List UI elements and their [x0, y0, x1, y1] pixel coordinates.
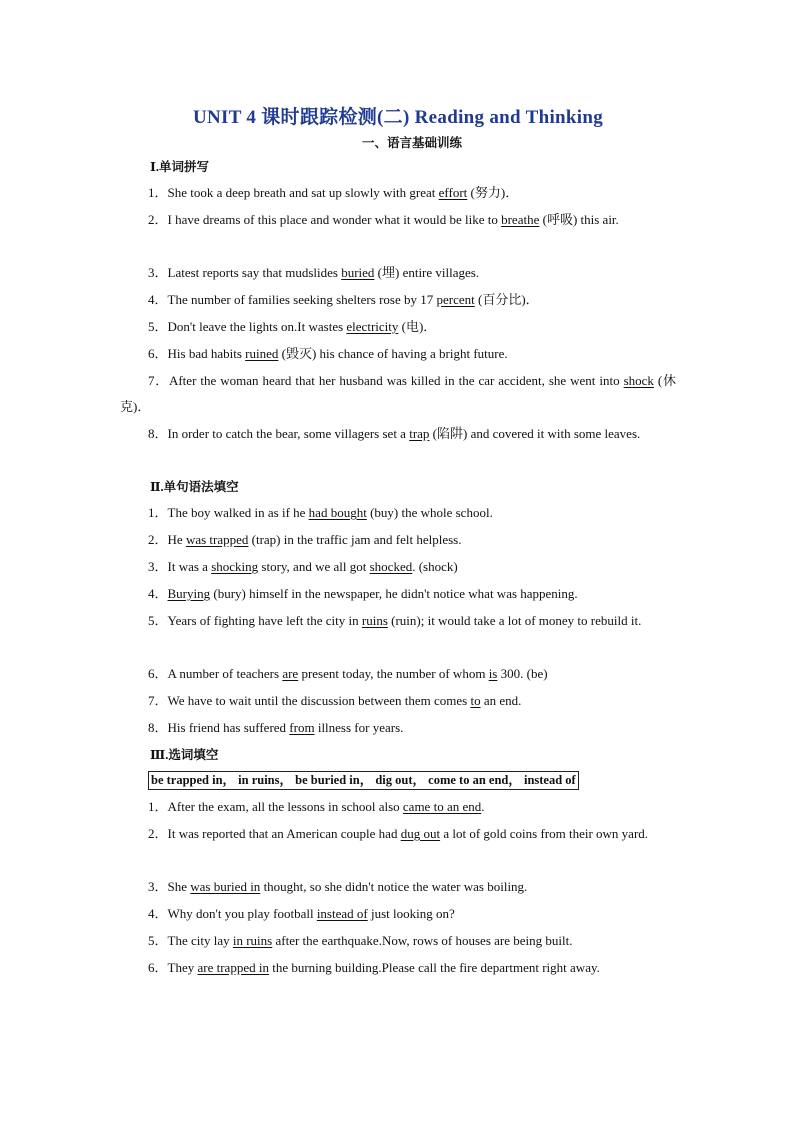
section-heading-word-choice: Ⅲ.选词填空 — [150, 748, 219, 762]
answer-blank: in ruins — [232, 933, 273, 948]
answer-blank: shocked — [369, 559, 413, 574]
answer-blank: are — [282, 666, 299, 681]
section-heading-spelling: Ⅰ.单词拼写 — [150, 160, 209, 174]
answer-blank: was buried in — [190, 879, 261, 894]
answer-blank: is — [488, 666, 498, 681]
question-item: 5．Don't leave the lights on.It wastes electricity (电)． — [148, 319, 437, 334]
question-item: 7．After the woman heard that her husband was killed in the car accident, she went into shock (休克)． — [120, 373, 676, 414]
answer-blank: instead of — [316, 906, 368, 921]
question-item: 3．She was buried in thought, so she didn't notice the water was boiling. — [148, 879, 528, 894]
answer-blank: shocking — [211, 559, 259, 574]
answer-blank: came to an end — [402, 799, 482, 814]
question-item: 2．I have dreams of this place and wonder what it would be like to breathe (呼吸) this air. — [148, 212, 619, 227]
question-item: 6．A number of teachers are present today, the number of whom is 300. (be) — [148, 666, 548, 681]
section-part-title: 一、语言基础训练 — [361, 136, 462, 150]
question-item: 8．In order to catch the bear, some villagers set a trap (陷阱) and covered it with some leaves. — [148, 426, 641, 441]
page-title: UNIT 4 课时跟踪检测(二) Reading and Thinking — [192, 107, 604, 128]
answer-blank: was trapped — [185, 532, 249, 547]
question-item: 2．It was reported that an American couple had dug out a lot of gold coins from their own yard. — [148, 826, 649, 841]
answer-blank: electricity — [346, 319, 399, 334]
question-item: 2．He was trapped (trap) in the traffic jam and felt helpless. — [148, 532, 462, 547]
question-item: 1．The boy walked in as if he had bought (buy) the whole school. — [148, 505, 493, 520]
answer-blank: breathe — [501, 212, 540, 227]
question-item: 7．We have to wait until the discussion between them comes to an end. — [148, 693, 522, 708]
answer-blank: are trapped in — [197, 960, 269, 975]
answer-blank: trap — [409, 426, 430, 441]
answer-blank: ruined — [245, 346, 279, 361]
answer-blank: ruins — [361, 613, 388, 628]
question-item: 3．Latest reports say that mudslides buried (埋) entire villages. — [148, 265, 480, 280]
answer-blank: shock — [623, 373, 654, 388]
question-item: 8．His friend has suffered from illness for years. — [148, 720, 404, 735]
question-item: 5．Years of fighting have left the city in ruins (ruin); it would take a lot of money to rebuild it. — [148, 613, 642, 628]
question-item: 4．The number of families seeking shelters rose by 17 percent (百分比)． — [148, 292, 539, 307]
worksheet-page — [120, 104, 676, 1008]
question-item: 4．Burying (bury) himself in the newspaper, he didn't notice what was happening. — [148, 586, 578, 601]
question-item: 6．They are trapped in the burning building.Please call the fire department right away. — [148, 960, 600, 975]
question-item: 6．His bad habits ruined (毁灭) his chance of having a bright future. — [148, 346, 508, 361]
word-bank-row — [120, 768, 676, 794]
question-item: 3．It was a shocking story, and we all got shocked. (shock) — [148, 559, 458, 574]
answer-blank: percent — [436, 292, 475, 307]
answer-blank: effort — [438, 185, 468, 200]
question-item: 1．After the exam, all the lessons in school also came to an end. — [148, 799, 485, 814]
word-bank-box: be trapped in， in ruins， be buried in， dig out， come to an end， instead of — [148, 771, 579, 790]
question-item: 5．The city lay in ruins after the earthquake.Now, rows of houses are being built. — [148, 933, 573, 948]
answer-blank: to — [470, 693, 481, 708]
answer-blank: Burying — [167, 586, 211, 601]
answer-blank: dug out — [400, 826, 441, 841]
question-item: 1．She took a deep breath and sat up slowly with great effort (努力)． — [148, 185, 519, 200]
answer-blank: had bought — [308, 505, 367, 520]
question-item: 4．Why don't you play football instead of just looking on? — [148, 906, 455, 921]
answer-blank: from — [289, 720, 315, 735]
section-heading-grammar: Ⅱ.单句语法填空 — [150, 480, 239, 494]
answer-blank: buried — [341, 265, 375, 280]
